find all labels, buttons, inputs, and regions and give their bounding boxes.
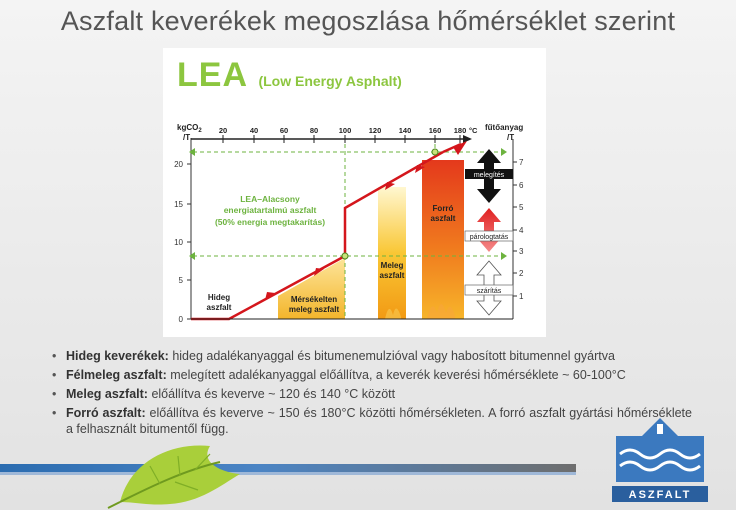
right-tick-7: 7 xyxy=(519,158,524,167)
bullet-text: melegített adalékanyaggal előállítva, a keverék keverési hőmérséklete ~ 60-100°C xyxy=(166,368,626,382)
left-tick-10: 10 xyxy=(174,238,183,247)
right-tick-3: 3 xyxy=(519,247,524,256)
bullet-term: Hideg keverékek: xyxy=(66,349,169,363)
top-tick-80: 80 xyxy=(309,126,319,135)
bullet-text: hideg adalékanyaggal és bitumenemulzióval vagy habosított bitumennel gyártva xyxy=(168,349,615,363)
duna-aszfalt-logo xyxy=(612,414,708,504)
stage-melegites: melegítés xyxy=(473,172,505,179)
lea-diagram xyxy=(163,48,546,337)
parologtatas-arrow xyxy=(477,208,501,252)
lea-label-line-2: energiatartalmú aszfalt xyxy=(223,205,317,215)
stage-parologtatas: párologtatás xyxy=(469,234,509,241)
bullet-hideg xyxy=(52,348,692,364)
left-tick-20: 20 xyxy=(174,160,183,169)
lea-label-line-1: LEA–Alacsony xyxy=(240,194,300,204)
diagram-svg xyxy=(163,48,546,337)
right-tick-5: 5 xyxy=(519,203,524,212)
zone-forro-label-2: aszfalt xyxy=(430,214,456,223)
zone-meleg-label-1: Meleg xyxy=(380,261,404,270)
right-tick-6: 6 xyxy=(519,181,524,190)
right-tick-4: 4 xyxy=(519,226,524,235)
zone-forro xyxy=(422,160,464,319)
bullet-term: Meleg aszfalt: xyxy=(66,387,148,401)
figure-title-small: (Low Energy Asphalt) xyxy=(258,73,402,89)
zone-mersekelten-label-1: Mérsékelten xyxy=(290,295,338,304)
left-tick-0: 0 xyxy=(178,315,183,324)
top-tick-60: 60 xyxy=(279,126,289,135)
left-tick-5: 5 xyxy=(178,276,183,285)
bullet-felmeleg xyxy=(52,367,692,383)
figure-title-big: LEA xyxy=(177,56,248,94)
right-axis-ticks xyxy=(513,162,517,296)
zone-meleg-label-2: aszfalt xyxy=(379,271,405,280)
right-tick-2: 2 xyxy=(519,269,524,278)
bullet-list xyxy=(52,348,692,440)
left-tick-15: 15 xyxy=(174,200,183,209)
bullet-meleg xyxy=(52,386,692,402)
right-axis-title-unit: /T xyxy=(507,133,515,142)
bullet-text: előállítva és keverve ~ 120 és 140 °C között xyxy=(147,387,396,401)
right-axis-title: fűtőanyag xyxy=(485,123,524,132)
left-axis-ticks xyxy=(187,164,191,319)
bullet-term: Félmeleg aszfalt: xyxy=(66,368,167,382)
top-tick-140: 140 xyxy=(398,126,412,135)
footer-bar xyxy=(0,464,576,472)
top-tick-20: 20 xyxy=(218,126,228,135)
left-axis-title: kgCO$_2$ xyxy=(177,123,202,134)
top-tick-180: 180 xyxy=(453,126,467,135)
bullet-term: Forró aszfalt: xyxy=(66,406,146,420)
left-axis-title-unit: /T xyxy=(183,133,191,142)
bullet-text: előállítva és keverve ~ 150 és 180°C közötti hőmérsékleten. A forró aszfalt gyártási hőmérséklete a felhasznált bitumentől függ. xyxy=(66,406,692,436)
zone-hideg-label-2: aszfalt xyxy=(206,303,232,312)
zone-mersekelten-label-2: meleg aszfalt xyxy=(288,305,340,314)
slide-title: Aszfalt keverékek megoszlása hőmérséklet szerint xyxy=(60,6,676,36)
top-tick-160: 160 xyxy=(428,126,442,135)
top-axis-unit: °C xyxy=(469,126,478,135)
lea-label-line-3: (50% energia megtakarítás) xyxy=(214,217,326,227)
zone-forro-label-1: Forró xyxy=(432,204,454,213)
stage-szaritas: szárítás xyxy=(476,288,502,295)
top-tick-100: 100 xyxy=(338,126,352,135)
logo-text: ASZFALT xyxy=(628,489,692,501)
zone-meleg xyxy=(378,187,406,319)
top-tick-120: 120 xyxy=(368,126,382,135)
top-tick-40: 40 xyxy=(249,126,259,135)
footer-bar-accent xyxy=(0,472,576,475)
zone-hideg-label-1: Hideg xyxy=(207,293,231,302)
right-tick-1: 1 xyxy=(519,292,524,301)
leaf-icon xyxy=(100,432,250,510)
